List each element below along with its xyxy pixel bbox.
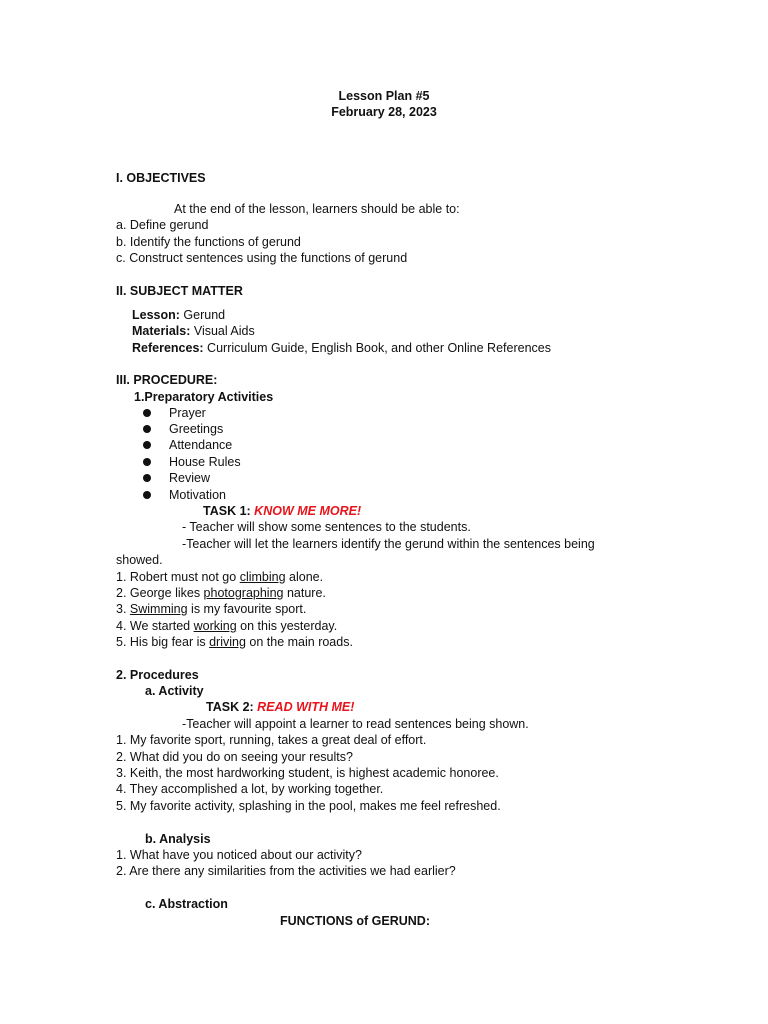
document-title: Lesson Plan #5	[338, 89, 430, 103]
task1-sentence	[116, 634, 353, 650]
bullet-item: Prayer	[169, 406, 206, 420]
materials-line	[132, 323, 255, 339]
sentence-text: alone.	[285, 570, 324, 584]
sentence-text: 1. Robert must not go	[116, 570, 240, 584]
sentence-text: 5. His big fear is	[116, 635, 210, 649]
task1-title: KNOW ME MORE!	[254, 504, 362, 518]
task2-sentence: 5. My favorite activity, splashing in the pool, makes me feel refreshed.	[116, 799, 501, 813]
task2-sentence: 2. What did you do on seeing your results?	[116, 750, 353, 764]
bullet-icon	[143, 425, 151, 433]
gerund-word: Swimming	[129, 602, 188, 616]
bullet-icon	[143, 441, 151, 449]
document-date: February 28, 2023	[331, 105, 437, 119]
bullet-icon	[143, 491, 151, 499]
objectives-intro: At the end of the lesson, learners should be able to:	[174, 202, 460, 216]
lesson-value: Gerund	[179, 308, 226, 322]
task2-title: READ WITH ME!	[257, 700, 355, 714]
references-label: References:	[132, 341, 204, 355]
bullet-item: Attendance	[169, 438, 233, 452]
procedure-heading: III. PROCEDURE:	[116, 373, 218, 387]
objective-item: b. Identify the functions of gerund	[116, 235, 301, 249]
task1-sentence	[116, 585, 326, 601]
objectives-heading: I. OBJECTIVES	[116, 171, 206, 185]
task1-sentence	[116, 618, 337, 634]
task1-note-wrap: showed.	[116, 553, 163, 567]
task2-sentence: 1. My favorite sport, running, takes a great deal of effort.	[116, 733, 427, 747]
task1-label: TASK 1:	[203, 504, 255, 518]
task1-sentence	[116, 569, 323, 585]
subject-matter-heading: II. SUBJECT MATTER	[116, 284, 243, 298]
lesson-line	[132, 307, 225, 323]
sentence-text: 4. We started	[116, 619, 194, 633]
materials-value: Visual Aids	[190, 324, 255, 338]
references-line	[132, 340, 551, 356]
references-value: Curriculum Guide, English Book, and other Online References	[203, 341, 551, 355]
task2-label: TASK 2:	[206, 700, 258, 714]
task2-note: -Teacher will appoint a learner to read sentences being shown.	[182, 717, 529, 731]
gerund-word: working	[193, 619, 237, 633]
sentence-text: is my favourite sport.	[187, 602, 307, 616]
functions-of-gerund-heading: FUNCTIONS of GERUND:	[280, 914, 430, 928]
task2-sentence: 4. They accomplished a lot, by working together.	[116, 782, 384, 796]
task2-heading	[206, 699, 354, 715]
lesson-label: Lesson:	[132, 308, 180, 322]
bullet-icon	[143, 458, 151, 466]
task2-sentence: 3. Keith, the most hardworking student, is highest academic honoree.	[116, 766, 499, 780]
gerund-word: climbing	[239, 570, 286, 584]
objective-item: a. Define gerund	[116, 218, 209, 232]
gerund-word: driving	[209, 635, 246, 649]
sentence-text: 3.	[116, 602, 130, 616]
bullet-item: House Rules	[169, 455, 241, 469]
bullet-icon	[143, 409, 151, 417]
bullet-item: Greetings	[169, 422, 224, 436]
sentence-text: on this yesterday.	[236, 619, 338, 633]
task1-heading	[203, 503, 361, 519]
bullet-item: Motivation	[169, 488, 226, 502]
sentence-text: 2. George likes	[116, 586, 204, 600]
materials-label: Materials:	[132, 324, 191, 338]
gerund-word: photographing	[203, 586, 284, 600]
analysis-question: 2. Are there any similarities from the activities we had earlier?	[116, 864, 456, 878]
task1-note: -Teacher will let the learners identify the gerund within the sentences being	[182, 537, 595, 551]
task1-note: - Teacher will show some sentences to the students.	[182, 520, 471, 534]
analysis-question: 1. What have you noticed about our activity?	[116, 848, 362, 862]
abstraction-heading: c. Abstraction	[145, 897, 228, 911]
sentence-text: nature.	[283, 586, 326, 600]
task1-sentence	[116, 601, 306, 617]
bullet-icon	[143, 474, 151, 482]
bullet-item: Review	[169, 471, 210, 485]
activity-heading: a. Activity	[145, 684, 204, 698]
preparatory-activities-heading: 1.Preparatory Activities	[134, 390, 274, 404]
procedures-heading: 2. Procedures	[116, 668, 199, 682]
sentence-text: on the main roads.	[245, 635, 353, 649]
analysis-heading: b. Analysis	[145, 832, 211, 846]
objective-item: c. Construct sentences using the functions of gerund	[116, 251, 408, 265]
